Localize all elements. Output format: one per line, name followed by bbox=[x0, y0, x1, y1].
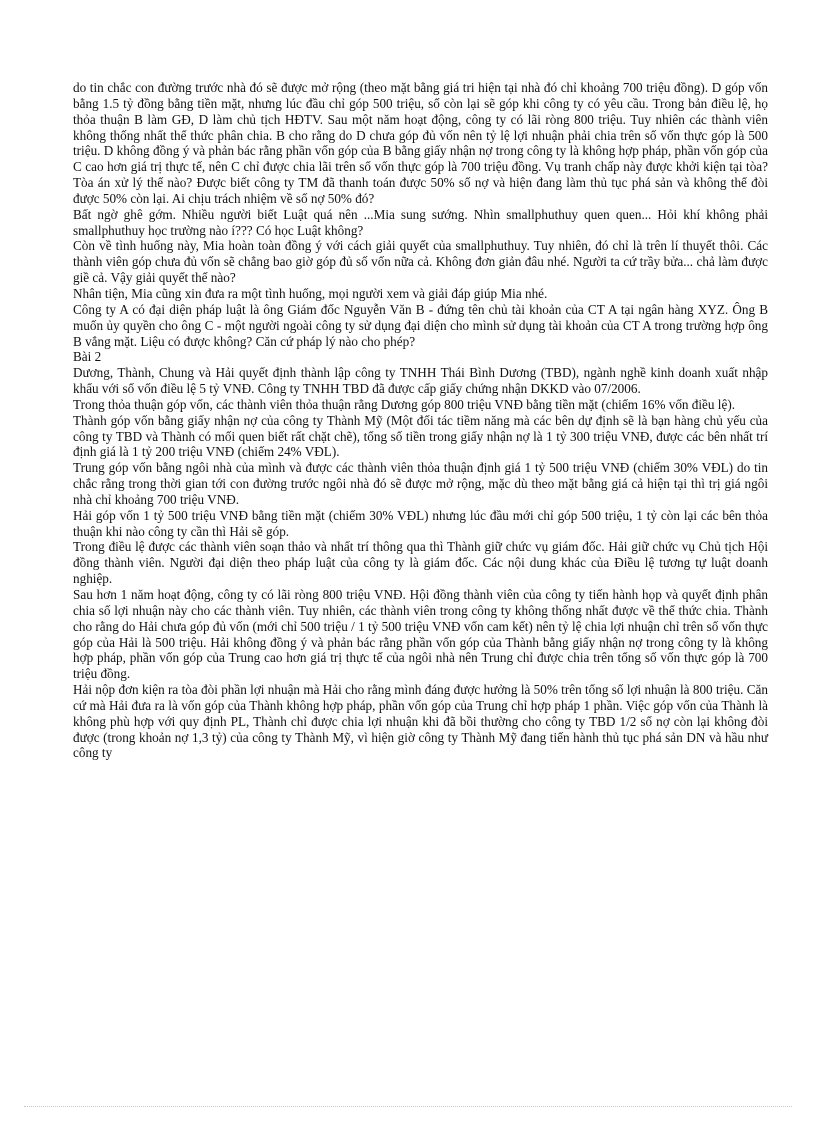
paragraph-charter: Trong điều lệ được các thành viên soạn thảo và nhất trí thông qua thì Thành giữ chức vụ giám đốc. Hải giữ chức vụ Chủ tịch Hội đồng thành viên. Người đại diện theo pháp luật của công ty là giám đốc. Các nội dung khác của Điều lệ tương tự luật doanh nghiệp. bbox=[73, 539, 768, 587]
paragraph-new-situation-intro: Nhân tiện, Mia cũng xin đưa ra một tình huống, mọi người xem và giải đáp giúp Mia nhé. bbox=[73, 285, 548, 301]
paragraph-profit-dispute: Sau hơn 1 năm hoạt động, công ty có lãi ròng 800 triệu VNĐ. Hội đồng thành viên của công ty tiến hành họp và quyết định phân chia số lợi nhuận này cho các thành viên. Tuy nhiên, các thành viên trong công ty không thống nhất được về thể thức chia. Thành cho rằng do Hải chưa góp đủ vốn (mới chỉ 500 triệu / 1 tỷ 500 triệu VNĐ vốn cam kết) nên tỷ lệ chia lợi nhuận chỉ trên số vốn thực góp của Hải là 500 triệu. Hải không đồng ý và phản bác rằng phần vốn góp của Thành bằng giấy nhận nợ trong công ty là không hợp pháp, phần vốn góp của Trung cao hơn giá trị thực tế của ngôi nhà nên Trung chỉ được chia trên tổng số vốn thực góp là 700 triệu đồng. bbox=[73, 587, 768, 682]
paragraph-trung-contribution: Trung góp vốn bằng ngôi nhà của mình và được các thành viên thỏa thuận định giá 1 tỷ 500 triệu VNĐ (chiếm 30% VĐL) do tin chắc rằng trong thời gian tới con đường trước ngôi nhà đó sẽ được mở rộng, mặc dù theo mặt bằng giá cả hiện tại thì trị giá ngôi nhà chỉ khoảng 700 triệu VNĐ. bbox=[73, 460, 768, 507]
paragraph-reply-agreement: Còn về tình huống này, Mia hoàn toàn đồng ý với cách giải quyết của smallphuthuy. Tuy nhiên, đó chỉ là trên lí thuyết thôi. Các thành viên góp chưa đủ vốn sẽ chẳng bao giờ góp đủ số vốn nữa cả. Không đơn giản đâu nhé. Người ta cứ trầy bửa... chả làm được giề cả. Vậy giải quyết thế nào? bbox=[73, 238, 768, 286]
paragraph-case-continuation: do tin chắc con đường trước nhà đó sẽ được mở rộng (theo mặt bằng giá tri hiện tại nhà đó chỉ khoảng 700 triệu đồng). D góp vốn bằng 1.5 tỷ đồng bằng tiền mặt, nhưng lúc đầu chỉ góp 500 triệu, số còn lại sẽ góp khi công ty có yêu cầu. Trong bản điều lệ, họ thỏa thuận B làm GĐ, D làm chủ tịch HĐTV. Sau một năm hoạt động, công ty có lãi ròng 800 triệu. Tuy nhiên các thành viên không thống nhất thể thức phân chia. B cho rằng do D chưa góp đủ vốn nên tỷ lệ lợi nhuận phải chia trên số vốn thực góp là 500 triệu. D không đồng ý và phản bác rằng phần vốn góp của B bằng giấy nhận nợ trong công ty là không hợp pháp, phần vốn góp của C cao hơn giá trị thực tế, nên C chỉ được chia lãi trên số vốn thực góp là 700 triệu đồng. Vụ tranh chấp này được khởi kiện tại tòa? Tòa án xử lý thế nào? Được biết công ty TM đã thanh toán được 50% số nợ và hiện đang làm thủ tục phá sản và không thể đòi được 50% còn lại. Ai chịu trách nhiệm về số nợ 50% đó? bbox=[73, 80, 768, 206]
paragraph-duong-contribution: Trong thỏa thuận góp vốn, các thành viên thỏa thuận rằng Dương góp 800 triệu VNĐ bằng tiền mặt (chiếm 16% vốn điều lệ). bbox=[73, 396, 736, 412]
paragraph-founding: Dương, Thành, Chung và Hải quyết định thành lập công ty TNHH Thái Bình Dương (TBD), ngành nghề kinh doanh xuất nhập khẩu với số vốn điều lệ 5 tỷ VNĐ. Công ty TNHH TBD đã được cấp giấy chứng nhận DKKD vào 07/2006. bbox=[73, 365, 768, 397]
page-bottom-divider bbox=[24, 1106, 792, 1107]
paragraph-lawsuit: Hải nộp đơn kiện ra tòa đòi phần lợi nhuận mà Hải cho rằng mình đáng được hưởng là 50% trên tổng số lợi nhuận là 800 triệu. Căn cứ mà Hải đưa ra là vốn góp của Thành không hợp pháp, phần vốn góp của Trung chỉ hợp pháp 1 phần. Việc góp vốn của Thành là không phù hợp với quy định PL, Thành chỉ được chia lợi nhuận khi đã bồi thường cho công ty TBD 1/2 số nợ còn lại không đòi được (trong khoản nợ 1,3 tỷ) của công ty Thành Mỹ, vì hiện giờ công ty Thành Mỹ đang tiến hành thủ tục phá sản DN và hầu như công ty bbox=[73, 682, 768, 761]
paragraph-reply-surprise: Bất ngờ ghê gớm. Nhiều người biết Luật quá nên ...Mia sung sướng. Nhìn smallphuthuy quen quen... Hỏi khí không phải smallphuthuy học trường nào í??? Có học Luật không? bbox=[73, 206, 768, 238]
section-heading-bai-2: Bài 2 bbox=[73, 349, 102, 365]
paragraph-thanh-contribution: Thành góp vốn bằng giấy nhận nợ của công ty Thành Mỹ (Một đối tác tiềm năng mà các bên dự định sẽ là bạn hàng chủ yếu của công ty TBD và Thành có mối quen biết rất chặt chẽ), tổng số tiền trong giấy nhận nợ là 1 tỷ 300 triệu VNĐ, được các bên nhất trí định giá là 1 tỷ 200 triệu VNĐ (chiếm 24% VĐL). bbox=[73, 412, 768, 460]
paragraph-company-a-situation: Công ty A có đại diện pháp luật là ông Giám đốc Nguyễn Văn B - đứng tên chủ tài khoản của CT A tại ngân hàng XYZ. Ông B muốn ủy quyền cho ông C - một người ngoài công ty sử dụng đại diện cho mình sử dụng tài khoản của CT A trong trường hợp ông B vắng mặt. Liệu có được không? Căn cứ pháp lý nào cho phép? bbox=[73, 301, 768, 349]
document-page bbox=[73, 80, 768, 761]
paragraph-hai-contribution: Hải góp vốn 1 tỷ 500 triệu VNĐ bằng tiền mặt (chiếm 30% VĐL) nhưng lúc đầu mới chỉ góp 500 triệu, 1 tỷ còn lại các bên thỏa thuận khi nào công ty cần thì Hải sẽ góp. bbox=[73, 507, 768, 539]
